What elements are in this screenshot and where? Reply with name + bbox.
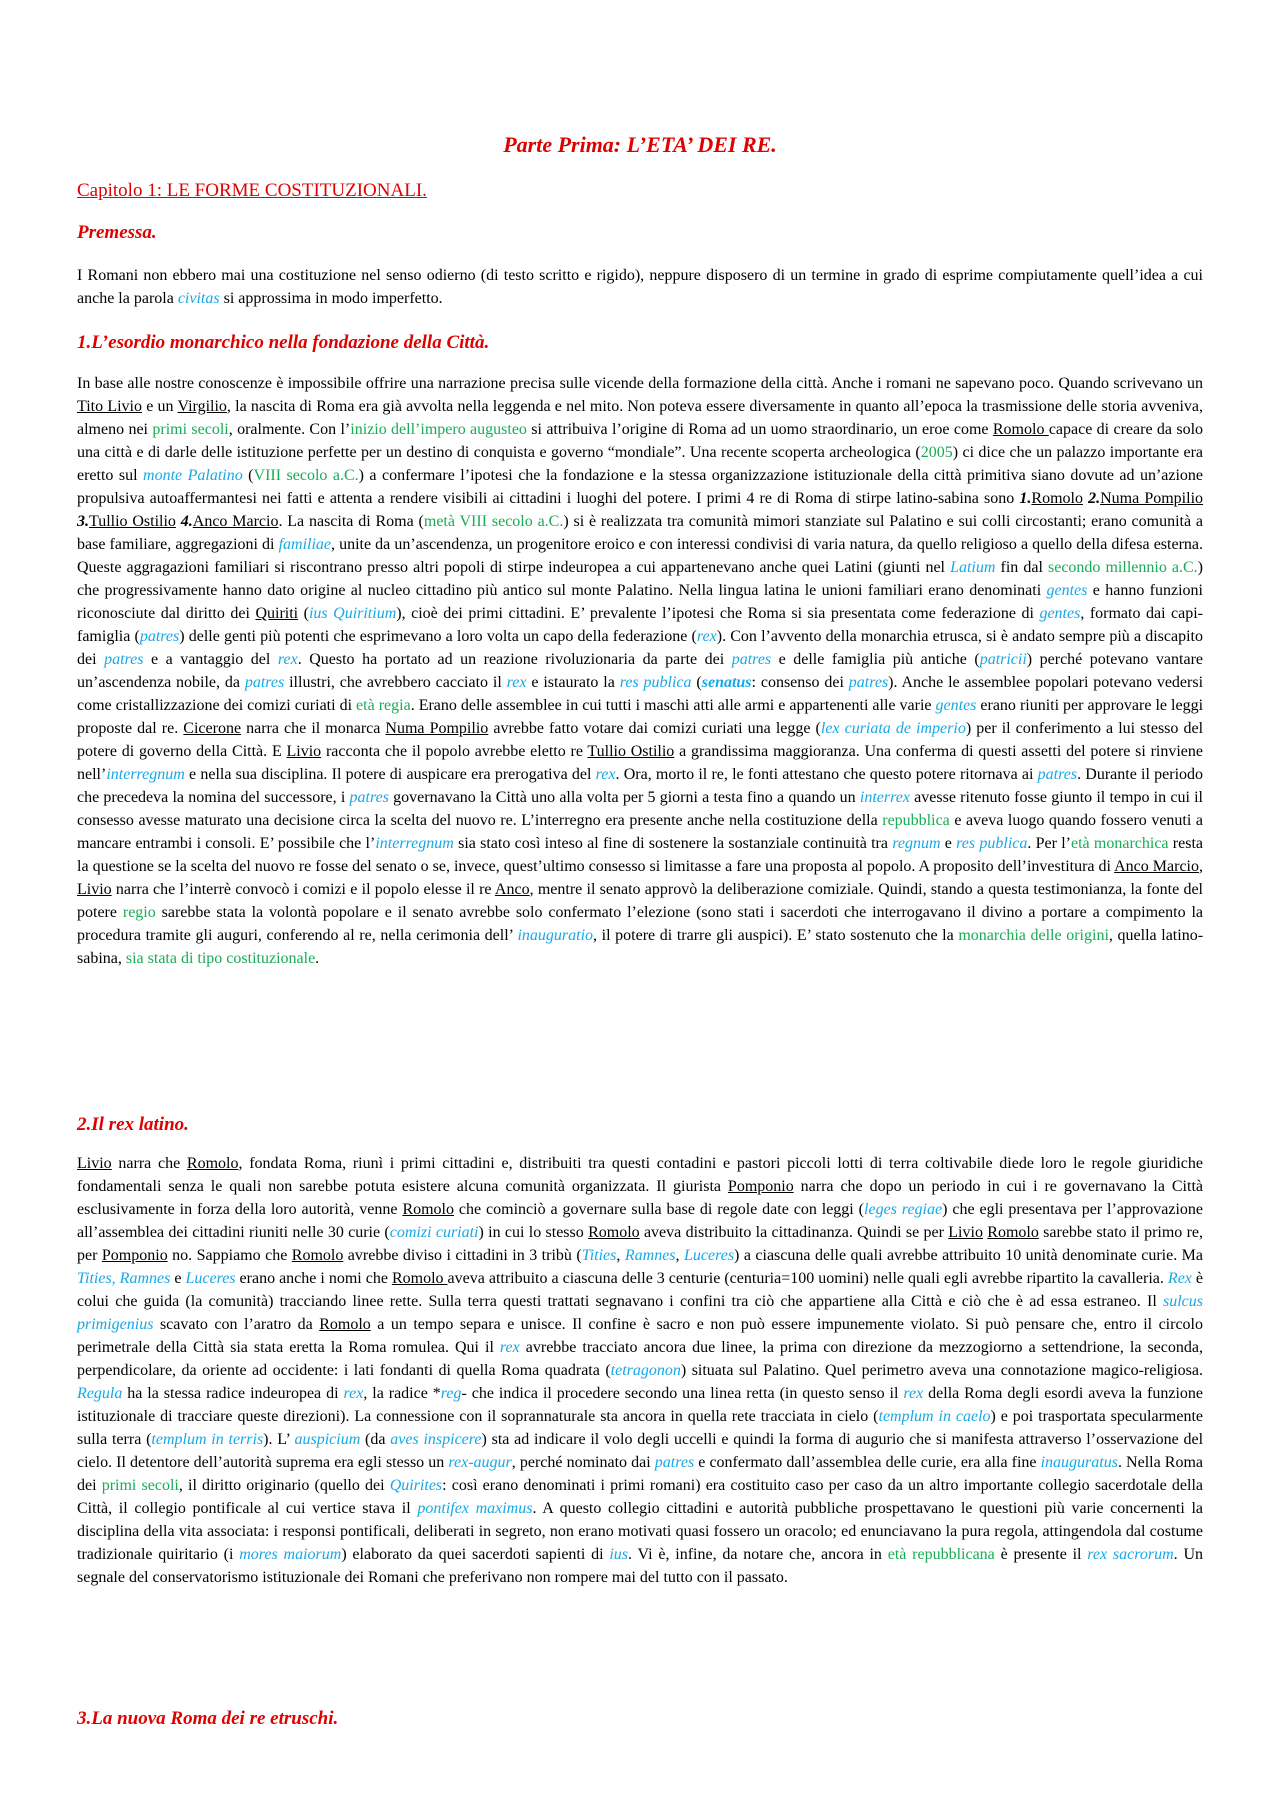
part-title: Parte Prima: L’ETA’ DEI RE. — [503, 132, 777, 157]
premessa-paragraph: I Romani non ebbero mai una costituzione nel senso odierno (di testo scritto e rigido), neppure disposero di un termine in grado di esprime compiutamente quell’idea a cui anche la parola civitas si approssima in modo imperfetto. — [77, 267, 1203, 307]
premessa-heading: Premessa. — [77, 222, 157, 243]
chapter-title: Capitolo 1: LE FORME COSTITUZIONALI. — [77, 180, 427, 201]
section-2-paragraph: Livio narra che Romolo, fondata Roma, riunì i primi cittadini e, distribuiti tra questi contadini e pastori piccoli lotti di terra coltivabile diede loro le regole giuridiche fondamentali senza le quali non sarebbe potuta esistere alcuna comunità organizzata. Il giurista Pomponio narra che dopo un periodo in cui i re governavano la Città esclusivamente in forza della loro autorità, venne Romolo che cominciò a governare sulla base di regole date con leggi (leges regiae) che egli presentava per l’approvazione all’assemblea dei cittadini riuniti nelle 30 curie (comizi curiati) in cui lo stesso Romolo aveva distribuito la cittadinanza. Quindi se per Livio Romolo sarebbe stato il primo re, per Pomponio no. Sappiamo che Romolo avrebbe diviso i cittadini in 3 tribù (Tities, Ramnes, Luceres) a ciascuna delle quali avrebbe attribuito 10 unità denominate curie. Ma Tities, Ramnes e Luceres erano anche i nomi che Romolo aveva attribuito a ciascuna delle 3 centurie (centuria=100 uomini) nelle quali egli avrebbe ripartito la cavalleria. Rex è colui che guida (la comunità) tracciando linee rette. Sulla terra questi trattati segnavano i confini tra ciò che appartiene alla Città e ciò che è ad essa estraneo. Il sulcus primigenius scavato con l’aratro da Romolo a un tempo separa e unisce. Il confine è sacro e non può essere impunemente violato. Si può pensare che, entro il circolo perimetrale della Città sia stata eretta la Roma romulea. Qui il rex avrebbe tracciato ancora due linee, la prima con direzione da mezzogiorno a settendrione, la seconda, perpendicolare, da oriente ad occidente: i lati fondanti di quella Roma quadrata (tetragonon) situata sul Palatino. Quel perimetro aveva una connotazione magico-religiosa. Regula ha la stessa radice indeuropea di rex, la radice *reg- che indica il procedere secondo una linea retta (in questo senso il rex della Roma degli esordi aveva la funzione istituzionale di tracciare queste direzioni). La connessione con il soprannaturale sta ancora in quella rete tracciata in cielo (templum in caelo) e poi trasportata specularmente sulla terra (templum in terris). L’ auspicium (da aves inspicere) sta ad indicare il volo degli uccelli e quindi la forma di augurio che si manifesta attraverso l’osservazione del cielo. Il detentore dell’autorità suprema era egli stesso un rex-augur, perché nominato dai patres e confermato dall’assemblea delle curie, era alla fine inauguratus. Nella Roma dei primi secoli, il diritto originario (quello dei Quirites: così erano denominati i primi romani) era costituito caso per caso da un altro importante collegio sacerdotale della Città, il collegio pontificale al cui vertice stava il pontifex maximus. A questo collegio cittadini e autorità pubbliche prospettavano le questioni più varie concernenti la disciplina della vita associata: i responsi pontificali, deliberati in segreto, non erano motivati quasi fossero un oracolo; ed enunciavano la pura regola, attingendola dal costume tradizionale quiritario (i mores maiorum) elaborato da quei sacerdoti sapienti di ius. Vi è, infine, da notare che, ancora in età repubblicana è presente il rex sacrorum. Un segnale del conservatorismo istituzionale dei Romani che preferivano non rompere mai del tutto con il passato. — [77, 1155, 1204, 1586]
section-3-heading: 3.La nuova Roma dei re etruschi. — [77, 1708, 339, 1729]
section-2-heading: 2.Il rex latino. — [77, 1114, 189, 1135]
section-1-heading: 1.L’esordio monarchico nella fondazione della Città. — [77, 332, 490, 353]
section-1-paragraph: In base alle nostre conoscenze è impossibile offrire una narrazione precisa sulle vicende della formazione della città. Anche i romani ne sapevano poco. Quando scrivevano un Tito Livio e un Virgilio, la nascita di Roma era già avvolta nella leggenda e nel mito. Non poteva essere diversamente in quanto all’epoca la trasmissione delle storia avveniva, almeno nei primi secoli, oralmente. Con l’inizio dell’impero augusteo si attribuiva l’origine di Roma ad un uomo straordinario, un eroe come Romolo capace di creare da solo una città e di darle delle istituzione perfette per un destino di conquista e governo “mondiale”. Una recente scoperta archeologica (2005) ci dice che un palazzo importante era eretto sul monte Palatino (VIII secolo a.C.) a confermare l’ipotesi che la fondazione e la stessa organizzazione istituzionale della città primitiva siano dovute ad un’azione propulsiva autoaffermantesi nei fatti e attenta a rendere visibili ai cittadini i luoghi del potere. I primi 4 re di Roma di stirpe latino-sabina sono 1.Romolo 2.Numa Pompilio 3.Tullio Ostilio 4.Anco Marcio. La nascita di Roma (metà VIII secolo a.C.) si è realizzata tra comunità mimori stanziate sul Palatino e sui colli circostanti; erano comunità a base familiare, aggregazioni di familiae, unite da un’ascendenza, un progenitore eroico e con interessi condivisi di varia natura, da quello religioso a quello della difesa esterna. Queste aggragazioni familiari si riscontrano presso altri popoli di stirpe indeuropea a cui appartenevano anche quei Latini (giunti nel Latium fin dal secondo millennio a.C.) che progressivamente hanno dato origine al nucleo cittadino più antico sul monte Palatino. Nella lingua latina le unioni familiari erano denominati gentes e hanno funzioni riconosciute dal diritto dei Quiriti (ius Quiritium), cioè dei primi cittadini. E’ prevalente l’ipotesi che Roma si sia presentata come federazione di gentes, formato dai capi-famiglia (patres) delle genti più potenti che esprimevano a loro volta un capo della federazione (rex). Con l’avvento della monarchia etrusca, si è andato sempre più a discapito dei patres e a vantaggio del rex. Questo ha portato ad un reazione rivoluzionaria da parte dei patres e delle famiglia più antiche (patricii) perché potevano vantare un’ascendenza nobile, da patres illustri, che avrebbero cacciato il rex e istaurato la res publica (senatus: consenso dei patres). Anche le assemblee popolari potevano vedersi come cristallizzazione dei comizi curiati di età regia. Erano delle assemblee in cui tutti i maschi atti alle armi e appartenenti alle varie gentes erano riuniti per approvare le leggi proposte dal re. Cicerone narra che il monarca Numa Pompilio avrebbe fatto votare dai comizi curiati una legge (lex curiata de imperio) per il conferimento a lui stesso del potere di governo della Città. E Livio racconta che il popolo avrebbe eletto re Tullio Ostilio a grandissima maggioranza. Una conferma di questi assetti del potere si rinviene nell’interregnum e nella sua disciplina. Il potere di auspicare era prerogativa del rex. Ora, morto il re, le fonti attestano che questo potere ritornava ai patres. Durante il periodo che precedeva la nomina del successore, i patres governavano la Città uno alla volta per 5 giorni a testa fino a quando un interrex avesse ritenuto fosse giunto il tempo in cui il consesso avesse maturato una decisione circa la scelta del nuovo re. L’interregno era presente anche nella costituzione della repubblica e aveva luogo quando fossero venuti a mancare entrambi i consoli. E’ possibile che l’interregnum sia stato così inteso al fine di sostenere la sostanziale continuità tra regnum e res publica. Per l’età monarchica resta la questione se la scelta del nuovo re fosse del senato o se, invece, quest’ultimo consesso si limitasse a fare una proposta al popolo. A proposito dell’investitura di Anco Marcio, Livio narra che l’interrè convocò i comizi e il popolo elesse il re Anco, mentre il senato approvò la deliberazione comiziale. Quindi, stando a questa testimonianza, la fonte del potere regio sarebbe stata la volontà popolare e il senato avrebbe solo confermato l’elezione (sono stati i sacerdoti che interrogavano il divino a portare a compimento la procedura tramite gli auguri, conferendo al re, nella cerimonia dell’ inauguratio, il potere di trarre gli auspici). E’ stato sostenuto che la monarchia delle origini, quella latino-sabina, sia stata di tipo costituzionale. — [77, 375, 1204, 967]
